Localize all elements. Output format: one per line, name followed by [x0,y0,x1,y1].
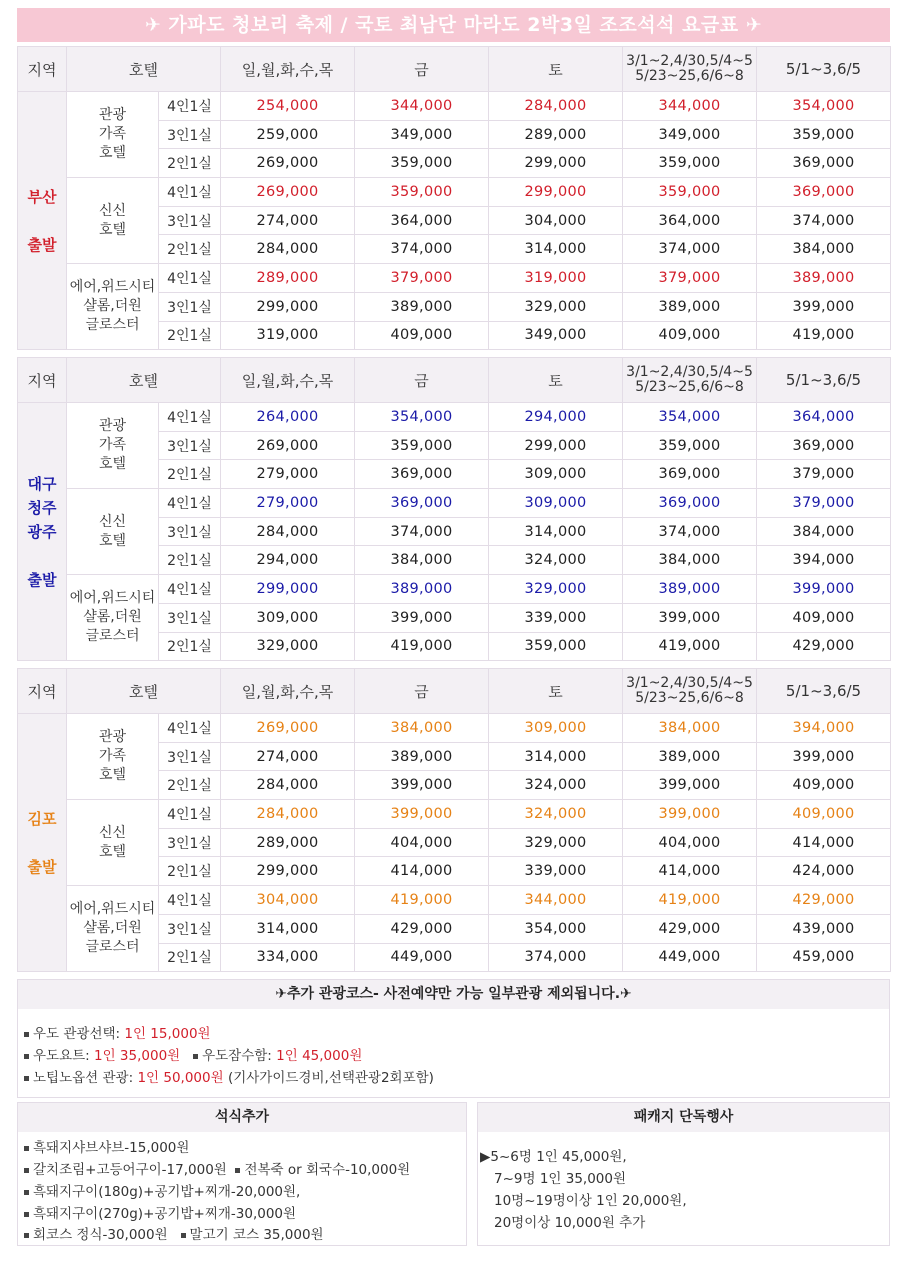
room-type-cell: 2인1실 [159,943,221,972]
price-cell: 324,000 [489,546,623,575]
price-cell: 354,000 [355,403,489,432]
price-cell: 364,000 [757,403,891,432]
package-line: ▶5~6명 1인 45,000원, [480,1149,627,1165]
room-type-cell: 3인1실 [159,603,221,632]
price-cell: 374,000 [757,206,891,235]
price-cell: 294,000 [489,403,623,432]
price-cell: 384,000 [355,714,489,743]
price-cell: 359,000 [757,120,891,149]
udo-yacht-line [24,1044,362,1064]
price-cell: 429,000 [757,632,891,661]
hotel-cell: 신신 호텔 [67,178,159,264]
header-region: 지역 [18,47,67,92]
price-cell: 399,000 [757,742,891,771]
price-cell: 284,000 [221,771,355,800]
price-cell: 339,000 [489,603,623,632]
price-cell: 329,000 [489,828,623,857]
price-cell: 449,000 [623,943,757,972]
no-tip-label: 노팁노옵션 관광: [33,1070,134,1086]
price-cell: 359,000 [489,632,623,661]
price-cell: 359,000 [623,178,757,207]
price-cell: 424,000 [757,857,891,886]
header-period: 3/1~2,4/30,5/4~5 5/23~25,6/6~8 [623,669,757,714]
price-cell: 329,000 [489,575,623,604]
header-period: 일,월,화,수,목 [221,358,355,403]
room-type-cell: 4인1실 [159,489,221,518]
price-cell: 399,000 [757,575,891,604]
room-type-cell: 3인1실 [159,431,221,460]
meal-line [24,1158,410,1178]
room-type-cell: 2인1실 [159,546,221,575]
price-cell: 324,000 [489,800,623,829]
header-period: 5/1~3,6/5 [757,669,891,714]
room-type-cell: 3인1실 [159,206,221,235]
bullet-square-icon [24,1032,29,1037]
header-region: 지역 [18,358,67,403]
udo-yacht-price: 1인 35,000원 [94,1048,181,1064]
price-cell: 389,000 [623,292,757,321]
price-cell: 429,000 [623,914,757,943]
header-period: 5/1~3,6/5 [757,358,891,403]
price-cell: 309,000 [489,489,623,518]
meal-item: 흑돼지구이(180g)+공기밥+찌개-20,000원, [33,1184,301,1200]
extra-tour-title: ✈추가 관광코스- 사전예약만 가능 일부관광 제외됩니다.✈ [18,980,889,1009]
price-cell: 334,000 [221,943,355,972]
price-cell: 294,000 [221,546,355,575]
price-table [17,668,891,972]
price-cell: 349,000 [623,120,757,149]
room-type-cell: 2인1실 [159,321,221,350]
price-cell: 284,000 [221,517,355,546]
price-cell: 374,000 [355,517,489,546]
price-cell: 399,000 [355,771,489,800]
header-period: 3/1~2,4/30,5/4~5 5/23~25,6/6~8 [623,47,757,92]
price-cell: 409,000 [757,771,891,800]
price-cell: 304,000 [221,886,355,915]
bullet-square-icon [24,1146,29,1151]
price-cell: 409,000 [757,603,891,632]
header-period: 금 [355,669,489,714]
price-cell: 369,000 [757,149,891,178]
price-cell: 414,000 [757,828,891,857]
room-type-cell: 3인1실 [159,914,221,943]
price-cell: 459,000 [757,943,891,972]
bullet-square-icon [181,1233,186,1238]
price-cell: 299,000 [221,857,355,886]
meal-item: 갈치조림+고등어구이-17,000원 [33,1162,227,1178]
price-cell: 359,000 [355,431,489,460]
price-cell: 314,000 [221,914,355,943]
meal-line [24,1180,300,1200]
price-cell: 289,000 [221,828,355,857]
price-cell: 374,000 [623,517,757,546]
table-row [18,178,891,207]
room-type-cell: 4인1실 [159,178,221,207]
page-title: ✈ 가파도 청보리 축제 / 국토 최남단 마라도 2박3일 조조석석 요금표 ✈ [17,8,890,42]
price-cell: 379,000 [757,460,891,489]
price-cell: 284,000 [221,235,355,264]
table-row [18,800,891,829]
table-row [18,264,891,293]
bullet-square-icon [24,1076,29,1081]
room-type-cell: 4인1실 [159,575,221,604]
price-cell: 389,000 [355,575,489,604]
room-type-cell: 2인1실 [159,857,221,886]
price-cell: 389,000 [355,742,489,771]
bullet-square-icon [235,1168,240,1173]
header-period: 금 [355,47,489,92]
price-cell: 359,000 [623,149,757,178]
price-cell: 284,000 [489,92,623,121]
price-cell: 419,000 [623,886,757,915]
price-cell: 419,000 [355,886,489,915]
hotel-cell: 에어,위드시티 샬롬,더원 글로스터 [67,264,159,350]
room-type-cell: 2인1실 [159,771,221,800]
room-type-cell: 3인1실 [159,742,221,771]
no-tip-note: (기사가이드경비,선택관광2회포함) [227,1070,434,1086]
header-period: 토 [489,47,623,92]
price-cell: 309,000 [221,603,355,632]
price-cell: 374,000 [623,235,757,264]
meal-item: 흑돼지샤브샤브-15,000원 [33,1140,190,1156]
room-type-cell: 4인1실 [159,403,221,432]
price-cell: 304,000 [489,206,623,235]
price-cell: 419,000 [757,321,891,350]
price-cell: 399,000 [355,800,489,829]
price-cell: 309,000 [489,714,623,743]
price-cell: 264,000 [221,403,355,432]
table-header-row [18,669,891,714]
price-cell: 314,000 [489,517,623,546]
price-cell: 394,000 [757,714,891,743]
hotel-cell: 관광 가족 호텔 [67,714,159,800]
price-cell: 379,000 [355,264,489,293]
package-line: 10명~19명이상 1인 20,000원, [494,1193,687,1209]
price-cell: 269,000 [221,178,355,207]
room-type-cell: 2인1실 [159,460,221,489]
price-cell: 369,000 [757,178,891,207]
meal-line [24,1223,324,1243]
price-cell: 309,000 [489,460,623,489]
udo-submarine-price: 1인 45,000원 [276,1048,363,1064]
price-cell: 269,000 [221,431,355,460]
price-cell: 284,000 [221,800,355,829]
price-cell: 394,000 [757,546,891,575]
price-cell: 369,000 [623,460,757,489]
header-region: 지역 [18,669,67,714]
meal-line [24,1202,296,1222]
price-cell: 379,000 [757,489,891,518]
price-cell: 409,000 [757,800,891,829]
price-cell: 359,000 [623,431,757,460]
package-line: 7~9명 1인 35,000원 [494,1171,627,1187]
price-cell: 409,000 [355,321,489,350]
header-hotel: 호텔 [67,358,221,403]
price-cell: 299,000 [221,292,355,321]
meal-title: 석식추가 [18,1103,466,1132]
room-type-cell: 2인1실 [159,235,221,264]
price-cell: 369,000 [355,460,489,489]
package-line: 20명이상 10,000원 추가 [494,1215,646,1231]
price-cell: 314,000 [489,742,623,771]
table-row [18,403,891,432]
price-cell: 299,000 [489,178,623,207]
meal-item: 전복죽 or 회국수-10,000원 [244,1162,411,1178]
hotel-cell: 신신 호텔 [67,800,159,886]
price-cell: 279,000 [221,460,355,489]
price-cell: 379,000 [623,264,757,293]
price-cell: 339,000 [489,857,623,886]
price-cell: 414,000 [355,857,489,886]
header-period: 일,월,화,수,목 [221,669,355,714]
price-cell: 324,000 [489,771,623,800]
header-hotel: 호텔 [67,669,221,714]
bullet-square-icon [24,1233,29,1238]
room-type-cell: 4인1실 [159,264,221,293]
room-type-cell: 2인1실 [159,149,221,178]
price-cell: 314,000 [489,235,623,264]
price-cell: 374,000 [355,235,489,264]
price-cell: 429,000 [355,914,489,943]
price-cell: 329,000 [221,632,355,661]
udo-tour-price: 1인 15,000원 [124,1026,211,1042]
meal-box [17,1102,467,1246]
udo-submarine-label: 우도잠수함: [202,1048,272,1064]
price-cell: 414,000 [623,857,757,886]
price-cell: 409,000 [623,321,757,350]
price-cell: 439,000 [757,914,891,943]
price-cell: 354,000 [623,403,757,432]
meal-item: 회코스 정식-30,000원 [33,1227,168,1243]
price-cell: 384,000 [623,546,757,575]
price-cell: 319,000 [489,264,623,293]
price-cell: 359,000 [355,178,489,207]
price-cell: 299,000 [489,431,623,460]
extra-tour-box [17,979,890,1098]
price-cell: 354,000 [757,92,891,121]
no-tip-line [24,1066,434,1086]
price-cell: 384,000 [355,546,489,575]
price-cell: 384,000 [757,235,891,264]
price-cell: 259,000 [221,120,355,149]
hotel-cell: 에어,위드시티 샬롬,더원 글로스터 [67,886,159,972]
region-cell: 부산 출발 [18,92,67,350]
table-row [18,886,891,915]
region-cell: 대구 청주 광주 출발 [18,403,67,661]
room-type-cell: 3인1실 [159,517,221,546]
price-cell: 404,000 [623,828,757,857]
price-cell: 389,000 [355,292,489,321]
header-period: 5/1~3,6/5 [757,47,891,92]
price-cell: 299,000 [221,575,355,604]
price-cell: 384,000 [757,517,891,546]
table-row [18,714,891,743]
price-cell: 344,000 [623,92,757,121]
price-cell: 389,000 [623,742,757,771]
price-cell: 399,000 [757,292,891,321]
price-cell: 254,000 [221,92,355,121]
price-cell: 319,000 [221,321,355,350]
price-cell: 399,000 [623,603,757,632]
udo-yacht-label: 우도요트: [33,1048,90,1064]
udo-tour-label: 우도 관광선택: [33,1026,121,1042]
room-type-cell: 4인1실 [159,92,221,121]
udo-tour-line [24,1022,211,1042]
price-cell: 374,000 [489,943,623,972]
header-period: 3/1~2,4/30,5/4~5 5/23~25,6/6~8 [623,358,757,403]
hotel-cell: 관광 가족 호텔 [67,92,159,178]
price-cell: 369,000 [355,489,489,518]
price-cell: 289,000 [221,264,355,293]
room-type-cell: 4인1실 [159,800,221,829]
header-period: 토 [489,669,623,714]
header-hotel: 호텔 [67,47,221,92]
table-row [18,575,891,604]
room-type-cell: 3인1실 [159,828,221,857]
hotel-cell: 신신 호텔 [67,489,159,575]
bullet-square-icon [24,1190,29,1195]
price-cell: 399,000 [623,800,757,829]
price-cell: 364,000 [623,206,757,235]
price-cell: 274,000 [221,742,355,771]
table-row [18,92,891,121]
meal-item: 말고기 코스 35,000원 [189,1227,324,1243]
price-cell: 269,000 [221,149,355,178]
hotel-cell: 관광 가족 호텔 [67,403,159,489]
bullet-square-icon [24,1054,29,1059]
hotel-cell: 에어,위드시티 샬롬,더원 글로스터 [67,575,159,661]
price-cell: 384,000 [623,714,757,743]
price-table [17,357,891,661]
price-cell: 404,000 [355,828,489,857]
price-cell: 369,000 [757,431,891,460]
meal-line [24,1136,189,1156]
no-tip-price: 1인 50,000원 [137,1070,224,1086]
package-box [477,1102,890,1246]
room-type-cell: 4인1실 [159,886,221,915]
price-cell: 349,000 [355,120,489,149]
price-cell: 419,000 [623,632,757,661]
price-cell: 274,000 [221,206,355,235]
price-cell: 354,000 [489,914,623,943]
price-cell: 369,000 [623,489,757,518]
region-cell: 김포 출발 [18,714,67,972]
price-cell: 399,000 [355,603,489,632]
price-cell: 429,000 [757,886,891,915]
price-cell: 279,000 [221,489,355,518]
price-cell: 289,000 [489,120,623,149]
room-type-cell: 4인1실 [159,714,221,743]
package-title: 패캐지 단독행사 [478,1103,889,1132]
bullet-square-icon [193,1054,198,1059]
price-cell: 344,000 [489,886,623,915]
room-type-cell: 2인1실 [159,632,221,661]
price-cell: 329,000 [489,292,623,321]
table-header-row [18,358,891,403]
price-cell: 419,000 [355,632,489,661]
price-cell: 344,000 [355,92,489,121]
price-cell: 269,000 [221,714,355,743]
meal-item: 흑돼지구이(270g)+공기밥+찌개-30,000원 [33,1206,297,1222]
header-period: 일,월,화,수,목 [221,47,355,92]
header-period: 토 [489,358,623,403]
room-type-cell: 3인1실 [159,120,221,149]
price-cell: 389,000 [757,264,891,293]
price-table [17,46,891,350]
room-type-cell: 3인1실 [159,292,221,321]
price-cell: 359,000 [355,149,489,178]
price-cell: 364,000 [355,206,489,235]
price-cell: 389,000 [623,575,757,604]
table-header-row [18,47,891,92]
table-row [18,489,891,518]
price-cell: 449,000 [355,943,489,972]
price-cell: 299,000 [489,149,623,178]
price-cell: 399,000 [623,771,757,800]
header-period: 금 [355,358,489,403]
bullet-square-icon [24,1212,29,1217]
bullet-square-icon [24,1168,29,1173]
price-cell: 349,000 [489,321,623,350]
